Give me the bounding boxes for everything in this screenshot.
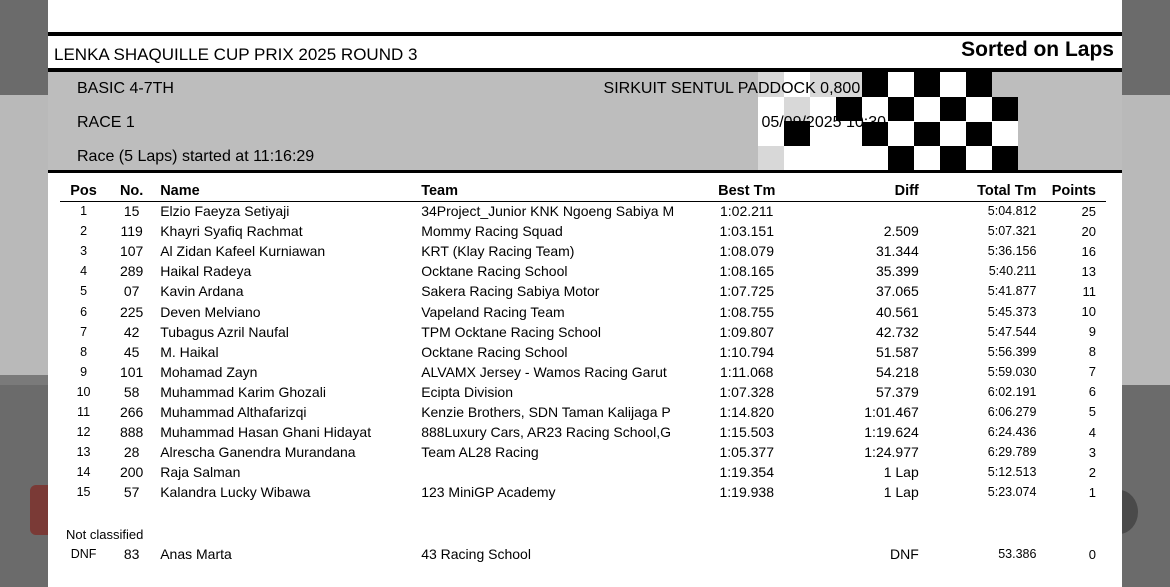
cell-no: 57	[123, 484, 140, 501]
cell-total: 5:56.399	[987, 344, 1037, 359]
cell-name: Muhammad Althafarizqi	[160, 403, 307, 420]
cell-pos: 14	[76, 465, 91, 480]
cell-total: 5:07.321	[987, 224, 1037, 239]
table-row	[60, 362, 1106, 382]
flag-square	[914, 146, 940, 171]
cell-name: Mohamad Zayn	[160, 363, 258, 380]
cell-points: 4	[1088, 424, 1096, 440]
cell-points: 20	[1081, 223, 1096, 239]
cell-no: 15	[123, 203, 140, 220]
cell-team: Team AL28 Racing	[421, 444, 539, 461]
cell-points: 16	[1081, 243, 1096, 259]
cell-name: Elzio Faeyza Setiyaji	[160, 203, 290, 220]
cell-total: 5:47.544	[987, 324, 1037, 339]
cell-best: 1:05.377	[719, 444, 774, 461]
cell-team: Ocktane Racing School	[421, 263, 568, 280]
results-sheet	[48, 0, 1122, 587]
table-row	[60, 422, 1106, 442]
cell-diff: 1:01.467	[864, 403, 919, 420]
cell-diff: 51.587	[875, 343, 919, 360]
table-row	[60, 342, 1106, 362]
cell-pos: 10	[76, 384, 91, 399]
cell-name: Tubagus Azril Naufal	[160, 323, 289, 340]
cell-best: 1:08.165	[719, 263, 774, 280]
table-row	[60, 442, 1106, 462]
cell-team: Kenzie Brothers, SDN Taman Kalijaga P	[421, 403, 671, 420]
background-ghost-right	[1122, 95, 1170, 385]
flag-square	[966, 97, 992, 122]
dnf-row	[60, 544, 1106, 564]
cell-no: 83	[123, 546, 140, 562]
cell-total: 6:29.789	[987, 445, 1037, 460]
cell-best: 1:07.328	[719, 383, 774, 400]
cell-team: Mommy Racing Squad	[421, 223, 563, 240]
cell-name: Al Zidan Kafeel Kurniawan	[160, 243, 326, 260]
cell-no: 888	[119, 424, 144, 441]
cell-name: Deven Melviano	[160, 303, 261, 320]
cell-no: 45	[123, 343, 140, 360]
cell-total: 6:02.191	[987, 384, 1037, 399]
cell-diff: 2.509	[883, 223, 919, 240]
circuit-name: SIRKUIT SENTUL PADDOCK 0,800 km	[603, 80, 886, 97]
cell-total: 5:59.030	[987, 364, 1037, 379]
cell-best: 1:15.503	[719, 424, 774, 441]
table-row	[60, 281, 1106, 301]
cell-name: Kavin Ardana	[160, 283, 244, 300]
cell-pos: 12	[76, 425, 91, 440]
cell-team: Sakera Racing Sabiya Motor	[421, 283, 600, 300]
event-title: LENKA SHAQUILLE CUP PRIX 2025 ROUND 3	[54, 45, 418, 64]
col-no: No.	[107, 182, 156, 201]
cell-team: Ecipta Division	[421, 383, 514, 400]
cell-no: 107	[119, 243, 144, 260]
cell-diff: 40.561	[875, 303, 919, 320]
flag-square	[888, 97, 914, 122]
cell-total: 5:36.156	[987, 244, 1037, 259]
not-classified-table	[60, 544, 1106, 564]
table-row	[60, 382, 1106, 402]
flag-square	[914, 72, 940, 97]
cell-total: 5:41.877	[987, 284, 1037, 299]
flag-square	[914, 97, 940, 122]
cell-best	[683, 544, 810, 564]
top-rule	[48, 32, 1122, 36]
cell-diff: 31.344	[875, 243, 919, 260]
cell-diff: 1 Lap	[883, 484, 919, 501]
cell-name: Alrescha Ganendra Murandana	[160, 444, 356, 461]
results-table	[60, 182, 1106, 502]
cell-diff: 42.732	[875, 323, 919, 340]
cell-pos: 3	[80, 244, 88, 259]
sort-indicator: Sorted on Laps	[961, 38, 1114, 61]
race-info-band	[48, 72, 1122, 170]
col-name: Name	[156, 182, 417, 201]
cell-points: 0	[1088, 546, 1096, 562]
cell-pos: 15	[76, 485, 91, 500]
cell-no: 119	[120, 223, 143, 240]
flag-square	[940, 121, 966, 146]
race-datetime: 05/09/2025 10:30	[761, 114, 886, 131]
col-diff: Diff	[810, 182, 923, 201]
cell-total: 6:24.436	[987, 425, 1037, 440]
class-name: BASIC 4-7TH	[77, 80, 174, 97]
table-row	[60, 301, 1106, 321]
cell-points: 7	[1088, 364, 1096, 380]
cell-no: 225	[119, 303, 144, 320]
flag-square	[810, 146, 836, 171]
flag-square	[862, 146, 888, 171]
cell-no: 289	[119, 263, 144, 280]
flag-square	[836, 146, 862, 171]
table-row	[60, 241, 1106, 261]
table-row	[60, 201, 1106, 221]
cell-no: 266	[119, 403, 144, 420]
cell-points: 10	[1081, 304, 1096, 320]
cell-no: 42	[123, 323, 140, 340]
flag-square	[758, 146, 784, 171]
col-total: Total Tm	[923, 182, 1041, 201]
cell-diff: 35.399	[875, 263, 919, 280]
background-ghost-left	[0, 95, 48, 375]
cell-name: Kalandra Lucky Wibawa	[160, 484, 311, 501]
cell-diff	[810, 201, 923, 221]
cell-total: 53.386	[998, 547, 1037, 561]
cell-name: Muhammad Hasan Ghani Hidayat	[160, 424, 372, 441]
cell-pos: 5	[80, 284, 88, 299]
cell-name: Raja Salman	[160, 464, 241, 481]
cell-pos: 7	[80, 324, 88, 339]
cell-best: 1:09.807	[719, 323, 774, 340]
flag-square	[992, 146, 1018, 171]
cell-points: 2	[1088, 464, 1096, 480]
cell-team: Vapeland Racing Team	[421, 303, 565, 320]
cell-points: 11	[1082, 283, 1096, 299]
flag-square	[966, 146, 992, 171]
cell-best: 1:02.211	[720, 203, 774, 220]
cell-diff: 1:19.624	[864, 424, 919, 441]
cell-total: 5:12.513	[987, 465, 1037, 480]
cell-no: 58	[123, 383, 140, 400]
cell-diff: 54.218	[875, 363, 919, 380]
not-classified-label: Not classified	[66, 527, 144, 542]
cell-best: 1:03.151	[719, 223, 774, 240]
cell-no: 07	[123, 283, 140, 300]
flag-square	[940, 97, 966, 122]
cell-diff: DNF	[889, 546, 919, 562]
cell-diff: 1:24.977	[864, 444, 919, 461]
cell-pos: 8	[80, 344, 88, 359]
cell-pos: 6	[80, 304, 88, 319]
cell-pos: DNF	[70, 547, 97, 561]
col-points: Points	[1040, 182, 1106, 201]
cell-diff: 37.065	[875, 283, 919, 300]
cell-points: 13	[1081, 263, 1096, 279]
flag-square	[992, 121, 1018, 146]
cell-points: 25	[1081, 203, 1096, 219]
cell-team	[417, 462, 683, 482]
table-row	[60, 261, 1106, 281]
cell-name: Khayri Syafiq Rachmat	[160, 223, 303, 240]
cell-team: 123 MiniGP Academy	[421, 484, 556, 501]
cell-best: 1:11.068	[720, 363, 774, 380]
cell-name: Anas Marta	[160, 546, 232, 562]
table-row	[60, 221, 1106, 241]
cell-points: 1	[1088, 484, 1096, 500]
cell-team: 43 Racing School	[421, 546, 531, 562]
flag-square	[888, 146, 914, 171]
flag-square	[966, 121, 992, 146]
cell-pos: 4	[80, 264, 88, 279]
col-team: Team	[417, 182, 683, 201]
cell-best: 1:19.938	[719, 484, 774, 501]
flag-square	[992, 97, 1018, 122]
cell-total: 6:06.279	[987, 404, 1037, 419]
cell-best: 1:14.820	[719, 403, 774, 420]
table-row	[60, 402, 1106, 422]
cell-points: 6	[1088, 384, 1096, 400]
cell-team: TPM Ocktane Racing School	[421, 323, 601, 340]
flag-square	[940, 146, 966, 171]
cell-diff: 1 Lap	[883, 464, 919, 481]
cell-team: KRT (Klay Racing Team)	[421, 243, 575, 260]
cell-name: Muhammad Karim Ghozali	[160, 383, 326, 400]
table-row	[60, 322, 1106, 342]
cell-best: 1:19.354	[719, 464, 774, 481]
band-rule	[48, 170, 1122, 173]
cell-team: ALVAMX Jersey - Wamos Racing Garut	[421, 363, 667, 380]
cell-no: 101	[119, 363, 144, 380]
cell-best: 1:10.794	[719, 343, 774, 360]
col-pos: Pos	[60, 182, 107, 201]
cell-diff: 57.379	[875, 383, 919, 400]
cell-points: 9	[1088, 324, 1096, 340]
cell-team: Ocktane Racing School	[421, 343, 568, 360]
cell-total: 5:40.211	[988, 264, 1037, 279]
cell-pos: 1	[80, 204, 88, 219]
cell-pos: 13	[76, 445, 91, 460]
race-info: Race (5 Laps) started at 11:16:29	[77, 148, 315, 165]
cell-pos: 9	[80, 364, 88, 379]
flag-square	[888, 72, 914, 97]
cell-no: 200	[119, 464, 144, 481]
cell-pos: 2	[80, 224, 88, 239]
flag-square	[888, 121, 914, 146]
cell-total: 5:45.373	[987, 304, 1037, 319]
table-row	[60, 462, 1106, 482]
cell-best: 1:08.755	[719, 303, 774, 320]
flag-square	[914, 121, 940, 146]
table-row	[60, 482, 1106, 502]
cell-team: 888Luxury Cars, AR23 Racing School,G	[421, 424, 671, 441]
flag-square	[966, 72, 992, 97]
cell-team: 34Project_Junior KNK Ngoeng Sabiya M	[421, 203, 675, 220]
cell-points: 3	[1088, 444, 1096, 460]
cell-pos: 11	[77, 404, 91, 419]
cell-points: 8	[1088, 344, 1096, 360]
cell-best: 1:07.725	[719, 283, 774, 300]
race-name: RACE 1	[77, 114, 135, 131]
cell-best: 1:08.079	[719, 243, 774, 260]
cell-total: 5:23.074	[987, 485, 1037, 500]
flag-square	[784, 146, 810, 171]
table-header-row	[60, 182, 1106, 201]
flag-square	[940, 72, 966, 97]
cell-name: M. Haikal	[160, 343, 219, 360]
cell-total: 5:04.812	[987, 204, 1037, 219]
cell-points: 5	[1088, 404, 1096, 420]
col-best: Best Tm	[683, 182, 810, 201]
cell-name: Haikal Radeya	[160, 263, 252, 280]
cell-no: 28	[123, 444, 140, 461]
